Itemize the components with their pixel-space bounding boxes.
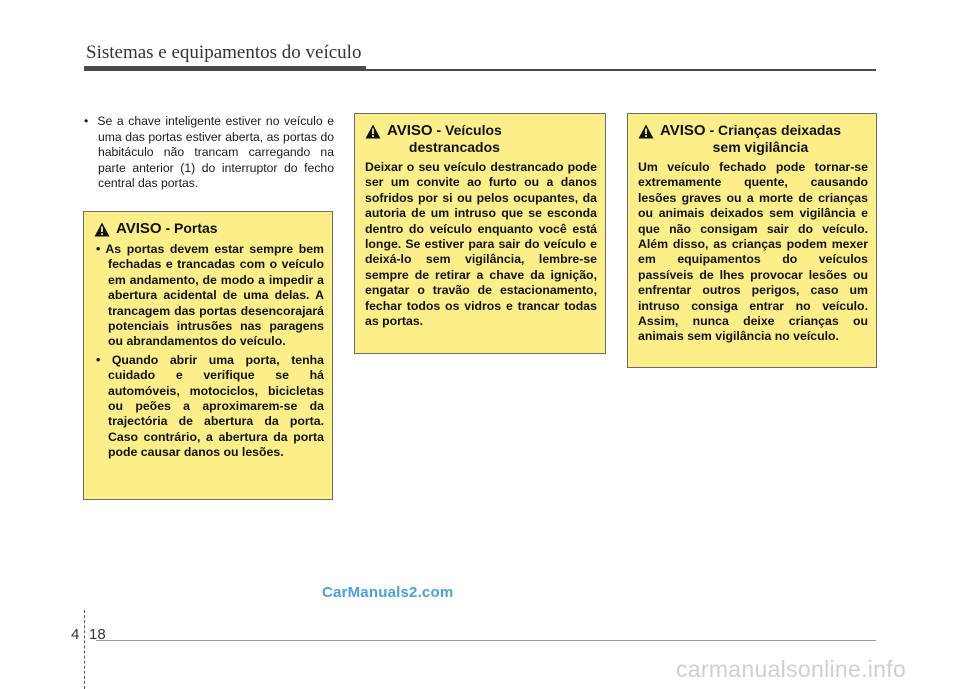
warning-subtitle: sem vigilância <box>712 139 809 155</box>
watermark-link[interactable]: CarManuals2.com <box>322 584 454 601</box>
intro-bullet: • <box>84 114 89 128</box>
footer-divider-horizontal <box>96 640 876 641</box>
warning-triangle-icon <box>638 124 654 139</box>
footer-divider-vertical <box>84 610 85 689</box>
list-item: • As portas devem estar sempre bem fechadas e trancadas com o veículo em andamento, de modo a impedir a abertura acidental de uma delas. A trancagem das portas desencorajará potenciais intrusões nas paragens ou abrandamentos do veículo. <box>96 242 324 349</box>
list-item: • Quando abrir uma porta, tenha cuidado e verifique se há automóveis, motociclos, bicicletas ou peões a aproximarem-se da trajectória de abertura da porta. Caso contrário, a abertura da porta pode causar danos ou lesões. <box>96 352 324 460</box>
warning-title: AVISO - Veículos destrancados <box>387 122 502 155</box>
page-section-title: Sistemas e equipamentos do veículo <box>86 42 362 63</box>
warning-title: AVISO - Portas <box>116 220 218 237</box>
warning-triangle-icon <box>365 124 381 139</box>
warning-box-criancas <box>627 113 877 368</box>
header-rule-thin <box>366 69 876 71</box>
page-number: 18 <box>89 626 106 643</box>
chapter-number: 4 <box>71 626 80 643</box>
intro-text: Se a chave inteligente estiver no veículo e uma das portas estiver aberta, as portas do habitáculo não trancam carregando na parte anterior (1) do interruptor do fecho central das portas. <box>97 114 334 191</box>
warning-body: Deixar o seu veículo destrancado pode ser um convite ao furto ou a danos sofridos por si ou pelos ocupantes, da autoria de um intruso que se esconda dentro do veículo enquanto você está longe. Se estiver para sair do veículo e deixá-lo sem vigilância, lembre-se sempre de retirar a chave da ignição, engatar o travão de estacionamento, fechar todos os vidros e trancar todas as portas. <box>365 160 597 329</box>
intro-paragraph <box>84 114 334 192</box>
warning-triangle-icon <box>94 222 110 237</box>
warning-list <box>94 242 324 461</box>
warning-box-portas <box>83 211 333 500</box>
site-watermark: carmanualsonline.info <box>676 656 907 682</box>
header-rule-thick <box>84 66 366 71</box>
warning-body: Um veículo fechado pode tornar-se extremamente quente, causando lesões graves ou a morte de crianças ou animais deixados sem vigilância e que não consigam sair do veículo. Além disso, as crianças podem mexer em equipamentos do veículos passíveis de lhes provocar lesões ou enfrentar outros perigos, caso um intruso consiga entrar no veículo. Assim, nunca deixe crianças ou animais sem vigilância no veículo. <box>638 160 868 344</box>
warning-box-veiculos-destrancados <box>354 113 606 354</box>
warning-title: AVISO - Crianças deixadas sem vigilância <box>660 122 841 155</box>
warning-subtitle: destrancados <box>408 139 500 155</box>
